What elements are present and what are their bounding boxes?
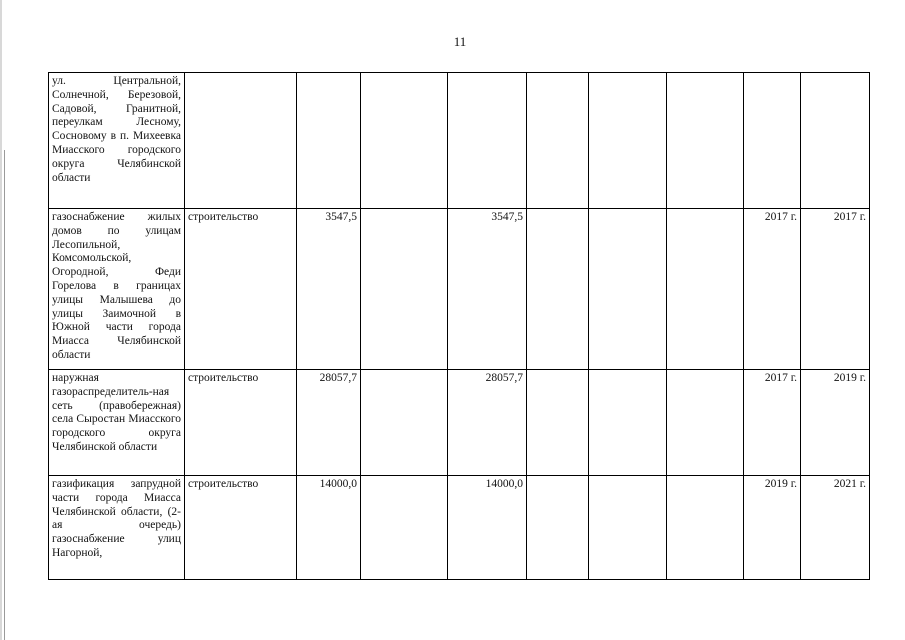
amount-cell: [589, 209, 667, 370]
amount-cell: [667, 73, 744, 209]
amount-cell: [361, 476, 448, 580]
table-row: [49, 73, 870, 209]
start-year-cell: 2017 г.: [744, 209, 801, 370]
work-type-cell: строительство: [185, 476, 297, 580]
work-type-cell: строительство: [185, 370, 297, 476]
amount-cell: [527, 476, 589, 580]
work-type-cell: [185, 73, 297, 209]
amount-cell: [527, 209, 589, 370]
start-year-cell: 2019 г.: [744, 476, 801, 580]
end-year-cell: [801, 73, 870, 209]
end-year-cell: 2019 г.: [801, 370, 870, 476]
amount-cell: [589, 73, 667, 209]
total-amount-cell: 28057,7: [297, 370, 361, 476]
total-amount-cell: 14000,0: [297, 476, 361, 580]
amount-cell: [361, 209, 448, 370]
object-name-cell: газификация запрудной части города Миасса Челябинской области, (2-ая очередь) газоснабжение улиц Нагорной,: [49, 476, 185, 580]
amount-cell: [527, 73, 589, 209]
amount-cell: 28057,7: [448, 370, 527, 476]
end-year-cell: 2021 г.: [801, 476, 870, 580]
start-year-cell: 2017 г.: [744, 370, 801, 476]
object-name-cell: газоснабжение жилых домов по улицам Лесопильной, Комсомольской, Огородной, Феди Горелова в границах улицы Малышева до улицы Заимочной в Южной части города Миасса Челябинской области: [49, 209, 185, 370]
investment-table: [48, 72, 870, 580]
amount-cell: [589, 370, 667, 476]
table-row: [49, 370, 870, 476]
table-row: [49, 209, 870, 370]
amount-cell: [667, 476, 744, 580]
object-name-cell: ул. Центральной, Солнечной, Березовой, Садовой, Гранитной, переулкам Лесному, Сосновому в п. Михеевка Миасского городского округа Челябинской области: [49, 73, 185, 209]
work-type-cell: строительство: [185, 209, 297, 370]
amount-cell: [361, 73, 448, 209]
amount-cell: [589, 476, 667, 580]
amount-cell: 3547,5: [448, 209, 527, 370]
amount-cell: 14000,0: [448, 476, 527, 580]
start-year-cell: [744, 73, 801, 209]
table-row: [49, 476, 870, 580]
scan-border: [0, 0, 2, 640]
object-name-cell: наружная газораспределитель-ная сеть (правобережная) села Сыростан Миасского городского округа Челябинской области: [49, 370, 185, 476]
page-number: 11: [453, 34, 467, 49]
amount-cell: [448, 73, 527, 209]
total-amount-cell: 3547,5: [297, 209, 361, 370]
amount-cell: [361, 370, 448, 476]
scan-edge-line: [4, 150, 5, 640]
amount-cell: [667, 370, 744, 476]
end-year-cell: 2017 г.: [801, 209, 870, 370]
amount-cell: [527, 370, 589, 476]
total-amount-cell: [297, 73, 361, 209]
amount-cell: [667, 209, 744, 370]
